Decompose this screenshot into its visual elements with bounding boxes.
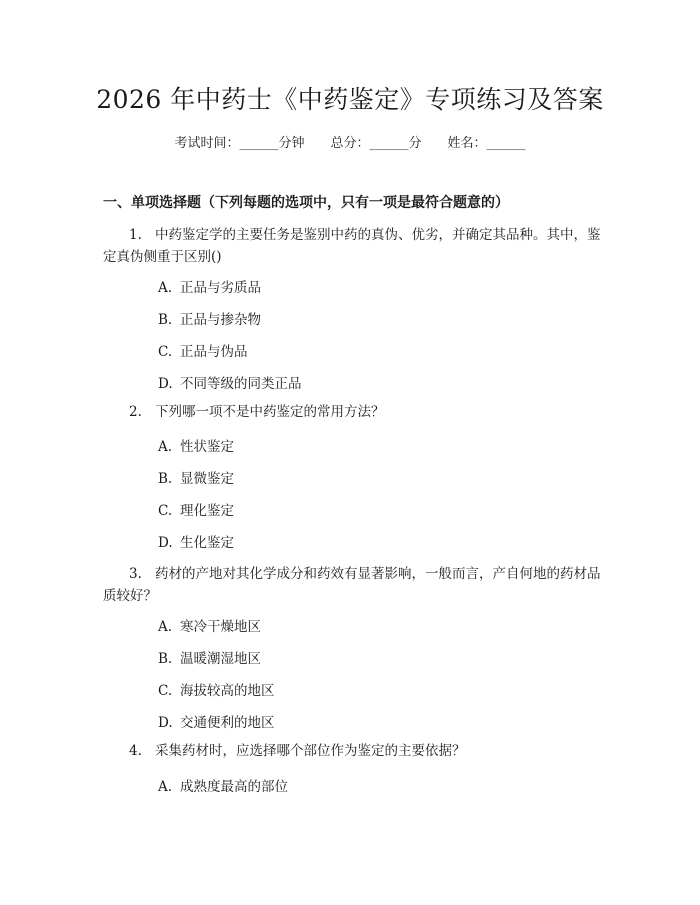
question-3	[103, 563, 603, 607]
document-title: 2026 年中药士《中药鉴定》专项练习及答案	[96, 85, 604, 114]
option-letter: A.	[158, 619, 173, 635]
option-text: 生化鉴定	[180, 535, 234, 551]
option-text: 正品与劣质品	[180, 280, 261, 296]
name-field: 姓名：______	[447, 136, 526, 151]
total-score-field: 总分：______分	[330, 136, 422, 151]
option-letter: B.	[158, 651, 173, 667]
question-2	[103, 401, 603, 423]
question-number: 1.	[129, 227, 142, 243]
question-text: 下列哪一项不是中药鉴定的常用方法？	[155, 404, 385, 420]
option-letter: A.	[158, 439, 173, 455]
option-letter: B.	[158, 471, 173, 487]
question-number: 3.	[129, 566, 142, 582]
option-2a	[158, 435, 234, 455]
option-letter: C.	[158, 683, 173, 699]
option-text: 成熟度最高的部位	[180, 779, 288, 795]
option-letter: B.	[158, 312, 173, 328]
option-text: 不同等级的同类正品	[180, 376, 302, 392]
option-3a	[158, 615, 261, 635]
option-2c	[158, 499, 234, 519]
option-text: 寒冷干燥地区	[180, 619, 261, 635]
question-number: 2.	[129, 404, 142, 420]
question-text: 采集药材时，应选择哪个部位作为鉴定的主要依据？	[155, 743, 466, 759]
question-1	[103, 224, 603, 268]
option-text: 交通便利的地区	[180, 715, 275, 731]
option-2d	[158, 531, 234, 551]
option-text: 正品与伪品	[180, 344, 248, 360]
option-letter: A.	[158, 779, 173, 795]
option-letter: A.	[158, 280, 173, 296]
option-letter: C.	[158, 503, 173, 519]
option-letter: D.	[158, 376, 173, 392]
option-letter: D.	[158, 535, 173, 551]
option-1a	[158, 276, 261, 296]
question-text: 中药鉴定学的主要任务是鉴别中药的真伪、优劣，并确定其品种。其中，鉴定真伪侧重于区别()	[103, 227, 601, 265]
option-letter: D.	[158, 715, 173, 731]
option-3b	[158, 647, 261, 667]
option-text: 理化鉴定	[180, 503, 234, 519]
question-text: 药材的产地对其化学成分和药效有显著影响，一般而言，产自何地的药材品质较好？	[103, 566, 601, 604]
option-text: 显微鉴定	[180, 471, 234, 487]
option-1b	[158, 308, 261, 328]
exam-meta-line	[0, 132, 700, 151]
option-3d	[158, 711, 275, 731]
option-4a	[158, 775, 288, 795]
option-3c	[158, 679, 275, 699]
question-number: 4.	[129, 743, 142, 759]
option-1c	[158, 340, 248, 360]
option-text: 性状鉴定	[180, 439, 234, 455]
exam-time-field: 考试时间：______分钟	[174, 136, 305, 151]
option-text: 温暖潮湿地区	[180, 651, 261, 667]
question-4	[103, 740, 603, 762]
option-text: 正品与掺杂物	[180, 312, 261, 328]
option-letter: C.	[158, 344, 173, 360]
option-1d	[158, 372, 302, 392]
option-2b	[158, 467, 234, 487]
option-text: 海拔较高的地区	[180, 683, 275, 699]
section-heading: 一、单项选择题（下列每题的选项中，只有一项是最符合题意的）	[103, 195, 509, 211]
